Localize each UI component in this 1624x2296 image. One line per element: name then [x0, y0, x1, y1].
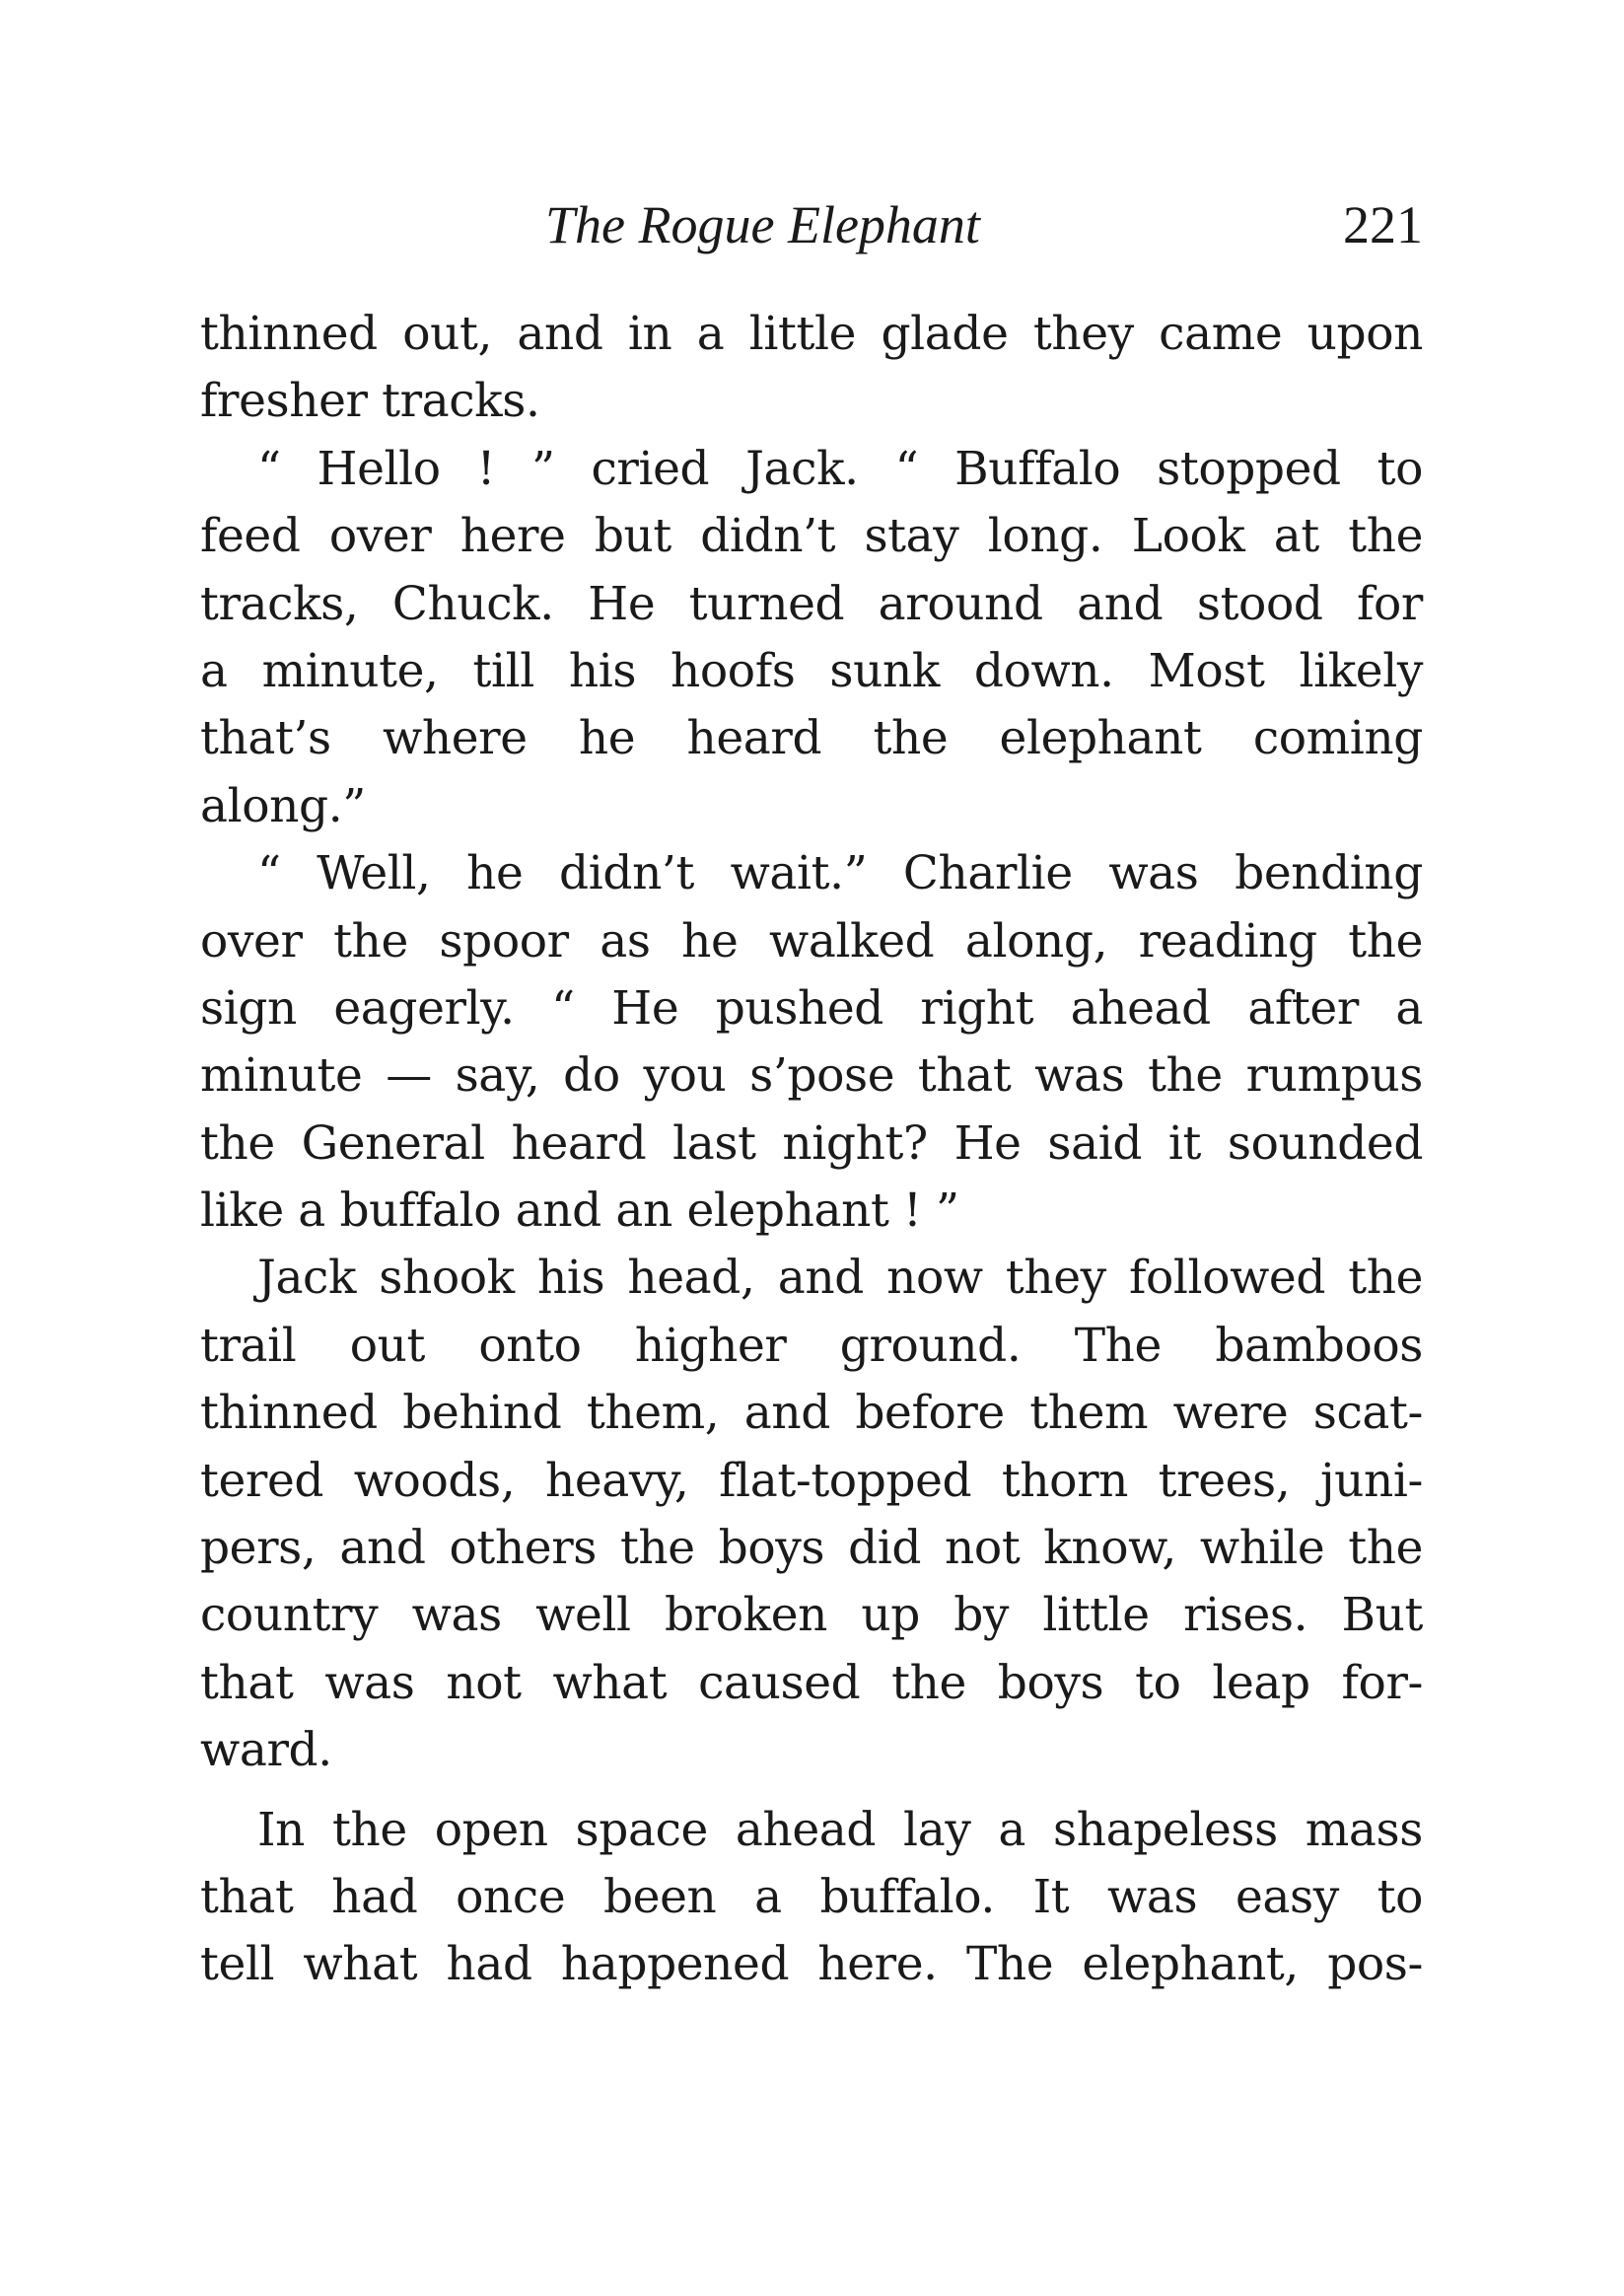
paragraph-5 [200, 1797, 1423, 1999]
text-line: minute — say, do you s’pose that was the rumpus [200, 1048, 1423, 1104]
paragraph-4 [200, 1245, 1423, 1784]
text-line: that’s where he heard the elephant coming [200, 711, 1423, 766]
text-line: feed over here but didn’t stay long. Look at the [200, 509, 1423, 564]
text-line: country was well broken up by little rises. But [200, 1588, 1423, 1643]
text-line: over the spoor as he walked along, reading the [200, 913, 1423, 969]
paragraph-spacer [200, 1785, 1423, 1797]
text-line: pers, and others the boys did not know, while the [200, 1521, 1423, 1576]
text-line: like a buffalo and an elephant ! ” [200, 1184, 959, 1239]
text-line: “ Well, he didn’t wait.” Charlie was bending [257, 846, 1423, 901]
text-line: sign eagerly. “ He pushed right ahead after a [200, 980, 1423, 1036]
body-text [200, 301, 1423, 1999]
text-line: “ Hello ! ” cried Jack. “ Buffalo stopped to [257, 441, 1423, 496]
text-line: that had once been a buffalo. It was easy to [200, 1869, 1423, 1924]
running-head [200, 190, 1423, 259]
text-line: In the open space ahead lay a shapeless mass [257, 1802, 1423, 1857]
page-number: 221 [1343, 195, 1423, 254]
text-line: the General heard last night? He said it sounded [200, 1115, 1423, 1171]
text-line: that was not what caused the boys to leap for- [200, 1655, 1423, 1710]
text-line: tered woods, heavy, flat-topped thorn trees, juni- [200, 1453, 1423, 1508]
text-line: tell what had happened here. The elephant, pos- [200, 1937, 1423, 1992]
text-line: thinned behind them, and before them were scat- [200, 1386, 1423, 1441]
text-line: ward. [200, 1723, 332, 1778]
paragraph-1 [200, 301, 1423, 436]
text-line: a minute, till his hoofs sunk down. Most likely [200, 643, 1423, 698]
text-line: Jack shook his head, and now they followed the [257, 1251, 1423, 1306]
paragraph-2 [200, 436, 1423, 840]
text-line: along.” [200, 778, 366, 833]
text-line: thinned out, and in a little glade they came upon [200, 307, 1423, 361]
running-head-title: The Rogue Elephant [545, 195, 980, 254]
text-line: tracks, Chuck. He turned around and stood for [200, 576, 1423, 631]
paragraph-3 [200, 840, 1423, 1245]
text-line: fresher tracks. [200, 374, 540, 429]
text-line: trail out onto higher ground. The bamboos [200, 1318, 1423, 1373]
